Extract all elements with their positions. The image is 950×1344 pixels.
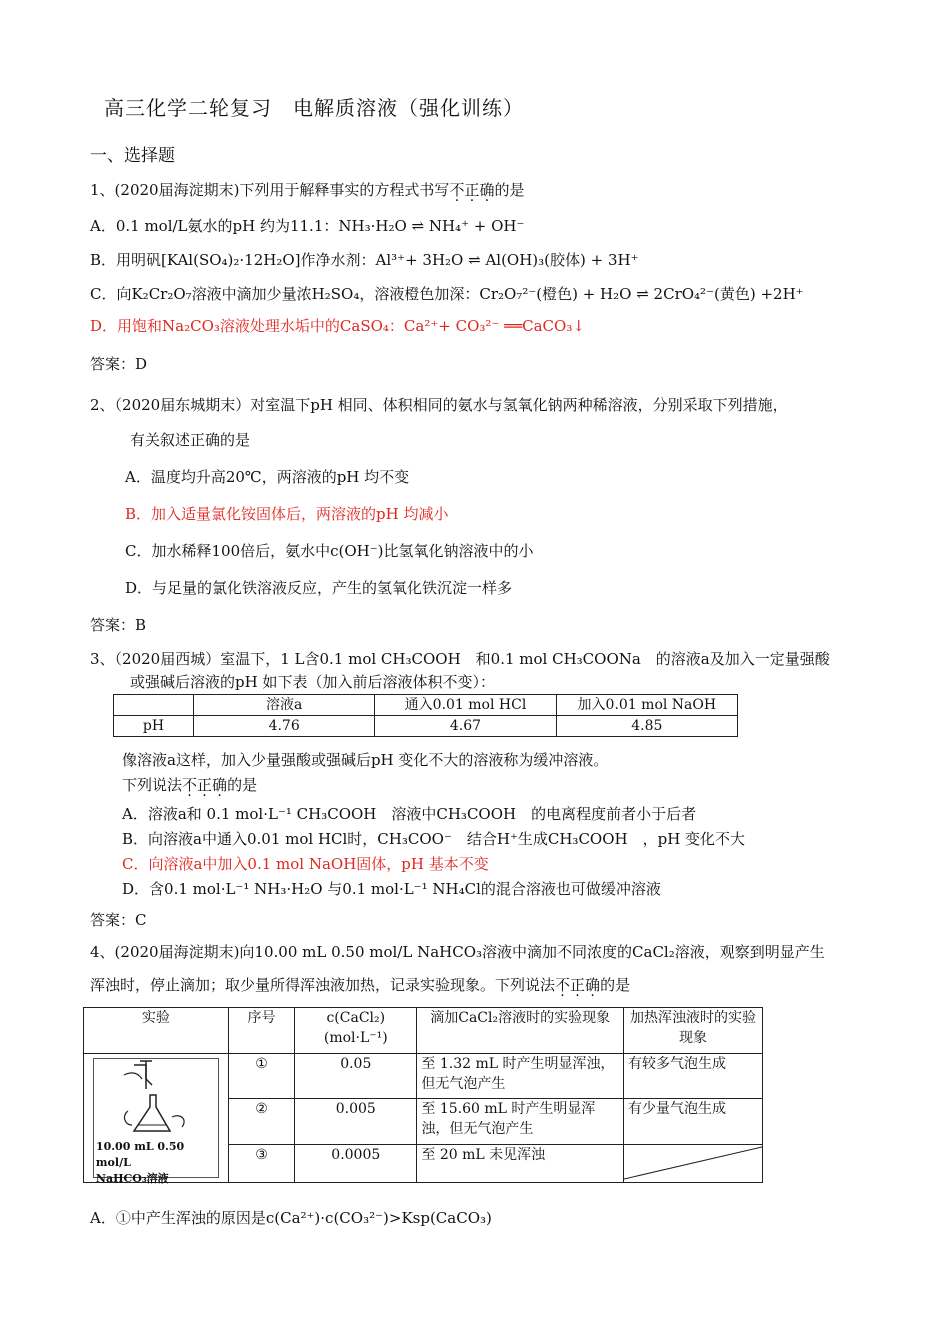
page-title: 高三化学二轮复习 电解质溶液（强化训练） bbox=[104, 96, 524, 120]
question-3-note: 像溶液a这样，加入少量强酸或强碱后pH 变化不大的溶液称为缓冲溶液。 bbox=[122, 751, 609, 769]
diagonal-line bbox=[624, 1145, 762, 1181]
question-3-option-b: B．向溶液a中通入0.01 mol HCl时，CH₃COO⁻ 结合H⁺生成CH₃COOH ，pH 变化不大 bbox=[122, 830, 746, 848]
table-row bbox=[114, 695, 738, 716]
table-cell: 4.85 bbox=[556, 716, 737, 737]
question-2-option-a: A．温度均升高20℃，两溶液的pH 均不变 bbox=[125, 468, 410, 486]
table-cell: 至 1.32 mL 时产生明显浑浊，但无气泡产生 bbox=[417, 1054, 624, 1099]
table-cell: 加入0.01 mol NaOH bbox=[556, 695, 737, 716]
table-row bbox=[84, 1054, 763, 1099]
flask-illustration bbox=[93, 1058, 219, 1185]
table-row bbox=[114, 716, 738, 737]
question-2-option-b: B．加入适量氯化铵固体后，两溶液的pH 均减小 bbox=[125, 505, 449, 523]
flask-label bbox=[96, 1139, 218, 1187]
question-4-stem-line1: 4、(2020届海淀期末)向10.00 mL 0.50 mol/L NaHCO₃溶液中滴加不同浓度的CaCl₂溶液，观察到明显产生 bbox=[90, 943, 825, 961]
question-1-option-b: B．用明矾[KAl(SO₄)₂·12H₂O]作净水剂：Al³⁺+ 3H₂O ⇌ Al(OH)₃(胶体) + 3H⁺ bbox=[90, 251, 639, 269]
table-cell: 至 20 mL 未见浑浊 bbox=[417, 1144, 624, 1182]
table-cell bbox=[114, 695, 194, 716]
flask-label-line1: 10.00 mL 0.50 mol/L bbox=[95, 1140, 185, 1169]
question-3-stem-line1: 3、（2020届西城）室温下，1 L含0.1 mol CH₃COOH 和0.1 mol CH₃COONa 的溶液a及加入一定量强酸 bbox=[90, 650, 830, 668]
table-cell: ② bbox=[228, 1099, 294, 1144]
section-heading: 一、选择题 bbox=[90, 146, 175, 166]
table-cell: 0.0005 bbox=[295, 1144, 417, 1182]
question-3-option-d: D．含0.1 mol·L⁻¹ NH₃·H₂O 与0.1 mol·L⁻¹ NH₄Cl的混合溶液也可做缓冲溶液 bbox=[122, 880, 661, 898]
table-cell: 有较多气泡生成 bbox=[623, 1054, 762, 1099]
question-1-option-a: A．0.1 mol/L氨水的pH 约为11.1：NH₃·H₂O ⇌ NH₄⁺ + OH⁻ bbox=[90, 217, 525, 235]
question-1-option-d: D．用饱和Na₂CO₃溶液处理水垢中的CaSO₄：Ca²⁺+ CO₃²⁻ ══CaCO₃↓ bbox=[90, 317, 585, 335]
table-cell: 0.05 bbox=[295, 1054, 417, 1099]
table-row bbox=[84, 1008, 763, 1054]
table-header-cell: 滴加CaCl₂溶液时的实验现象 bbox=[417, 1008, 624, 1054]
table-cell-empty bbox=[623, 1144, 762, 1182]
question-1-option-c: C．向K₂Cr₂O₇溶液中滴加少量浓H₂SO₄，溶液橙色加深：Cr₂O₇²⁻(橙色) + H₂O ⇌ 2CrO₄²⁻(黄色) +2H⁺ bbox=[90, 285, 804, 303]
question-2-option-c: C．加水稀释100倍后，氨水中c(OH⁻)比氢氧化钠溶液中的小 bbox=[125, 542, 534, 560]
experiment-figure bbox=[84, 1054, 229, 1183]
table-cell: 通入0.01 mol HCl bbox=[375, 695, 556, 716]
question-2-stem-line1: 2、（2020届东城期末）对室温下pH 相同、体积相同的氨水与氢氧化钠两种稀溶液，分别采取下列措施， bbox=[90, 396, 788, 414]
table-cell: 4.67 bbox=[375, 716, 556, 737]
question-2-option-d: D．与足量的氯化铁溶液反应，产生的氢氧化铁沉淀一样多 bbox=[125, 579, 513, 597]
question-3-option-a: A．溶液a和 0.1 mol·L⁻¹ CH₃COOH 溶液中CH₃COOH 的电离程度前者小于后者 bbox=[122, 805, 697, 823]
question-1-stem: 1、(2020届海淀期末)下列用于解释事实的方程式书写不正确的是 bbox=[90, 181, 525, 199]
question-3-option-c: C．向溶液a中加入0.1 mol NaOH固体，pH 基本不变 bbox=[122, 855, 489, 873]
flask-label-line2: NaHCO₃溶液 bbox=[95, 1172, 169, 1185]
table-cell: ③ bbox=[228, 1144, 294, 1182]
table-cell: 有少量气泡生成 bbox=[623, 1099, 762, 1144]
table-header-cell: 实验 bbox=[84, 1008, 229, 1054]
question-3-answer: 答案：C bbox=[90, 911, 147, 929]
table-cell: 0.005 bbox=[295, 1099, 417, 1144]
table-cell: pH bbox=[114, 716, 194, 737]
table-cell: ① bbox=[228, 1054, 294, 1099]
question-2-answer: 答案：B bbox=[90, 616, 147, 634]
buffer-ph-table bbox=[113, 694, 738, 737]
question-4-stem-line2: 浑浊时，停止滴加；取少量所得浑浊液加热，记录实验现象。下列说法不正确的是 bbox=[90, 976, 631, 994]
question-4-option-a: A．①中产生浑浊的原因是c(Ca²⁺)·c(CO₃²⁻)>Ksp(CaCO₃) bbox=[90, 1209, 492, 1227]
flask-icon bbox=[94, 1059, 218, 1139]
question-1-answer: 答案：D bbox=[90, 355, 148, 373]
table-header-cell: 序号 bbox=[228, 1008, 294, 1054]
question-3-stem-line2: 或强碱后溶液的pH 如下表（加入前后溶液体积不变）： bbox=[130, 673, 495, 691]
experiment-table bbox=[83, 1007, 763, 1183]
table-header-cell: 加热浑浊液时的实验现象 bbox=[623, 1008, 762, 1054]
table-cell: 4.76 bbox=[194, 716, 375, 737]
table-cell: 至 15.60 mL 时产生明显浑浊，但无气泡产生 bbox=[417, 1099, 624, 1144]
question-3-ask: 下列说法不正确的是 bbox=[122, 776, 258, 794]
table-header-cell: c(CaCl₂)(mol·L⁻¹) bbox=[295, 1008, 417, 1054]
table-cell: 溶液a bbox=[194, 695, 375, 716]
question-2-stem-line2: 有关叙述正确的是 bbox=[130, 431, 251, 449]
